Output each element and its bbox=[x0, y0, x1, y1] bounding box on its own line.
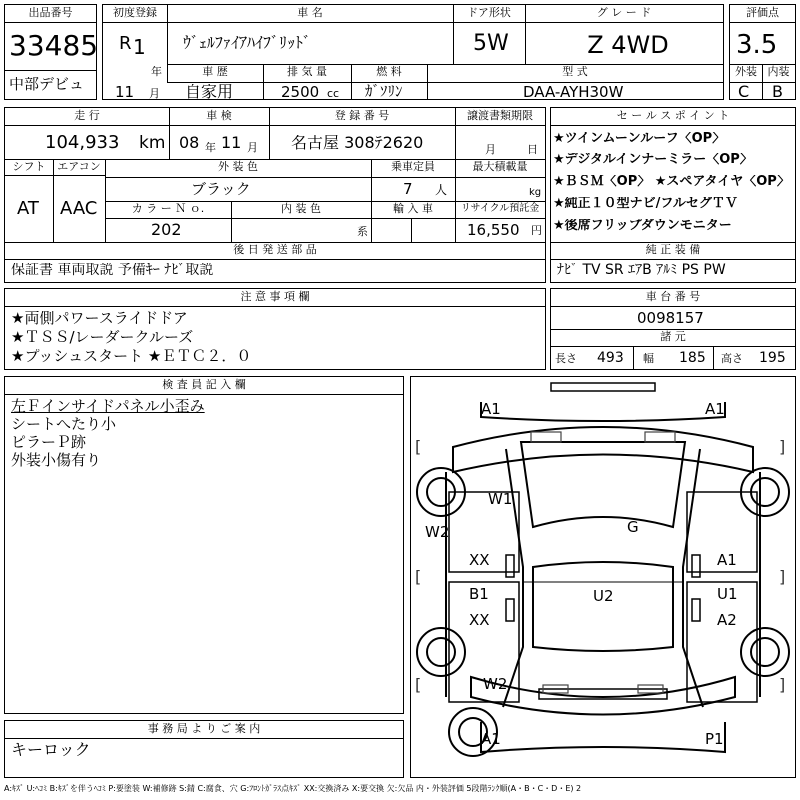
aircon-header: エアコン bbox=[57, 160, 101, 173]
model-header: 型 式 bbox=[562, 65, 588, 78]
caution-2: ★ＴＳＳ/レーダークルーズ bbox=[11, 330, 194, 345]
color-no-header: カ ラ ー Ｎ ｏ. bbox=[131, 202, 205, 215]
fuel-header: 燃 料 bbox=[376, 65, 402, 78]
interior-score: B bbox=[772, 84, 783, 100]
lot-box bbox=[4, 4, 97, 100]
model-code: DAA-AYH30W bbox=[523, 85, 624, 100]
damage-label-u2: U2 bbox=[593, 587, 614, 605]
debut-label: 中部デビュ bbox=[9, 77, 85, 92]
interior-score-header: 内装 bbox=[767, 65, 790, 78]
registration-year: 1 bbox=[133, 37, 146, 57]
mileage-unit: km bbox=[139, 135, 166, 152]
damage-label-a2: A2 bbox=[717, 611, 737, 629]
caution-1: ★両側パワースライドドア bbox=[11, 311, 188, 326]
max-load-header: 最大積載量 bbox=[472, 160, 528, 173]
lot-header: 出品番号 bbox=[28, 6, 73, 19]
spec-header: 諸 元 bbox=[660, 330, 686, 343]
inspector-line-3: ピラーＰ跡 bbox=[11, 433, 87, 451]
caution-box bbox=[4, 288, 546, 370]
equipment: ﾅﾋﾞ TV SR ｴｱB ｱﾙﾐ PS PW bbox=[557, 263, 726, 277]
score-value: 3.5 bbox=[736, 32, 778, 58]
top-info-grid bbox=[102, 4, 724, 100]
exterior-score: C bbox=[738, 84, 750, 100]
aircon-value: AAC bbox=[60, 200, 98, 218]
inspection-year-unit: 年 bbox=[205, 142, 216, 153]
chassis-box bbox=[550, 288, 796, 370]
damage-label-front-right: A1 bbox=[705, 400, 725, 418]
capacity-value: 7 bbox=[403, 182, 413, 197]
sales-point-2: ★デジタルインナーミラー〈OP〉 bbox=[553, 153, 753, 166]
score-box bbox=[729, 4, 796, 100]
fuel: ｶﾞｿﾘﾝ bbox=[365, 84, 403, 99]
inspector-box bbox=[4, 376, 404, 714]
displacement: 2500 bbox=[281, 85, 320, 100]
caution-header: 注 意 事 項 欄 bbox=[240, 290, 310, 303]
later-parts: 保証書 車両取説 予備ｷｰ ﾅﾋﾞ取説 bbox=[11, 263, 214, 277]
plate-header: 登 録 番 号 bbox=[334, 109, 390, 122]
color-no: 202 bbox=[151, 222, 182, 238]
shift-header: シフト bbox=[12, 160, 46, 173]
damage-label-front-left: A1 bbox=[481, 400, 501, 418]
transfer-doc-header: 譲渡書類期限 bbox=[467, 109, 533, 122]
interior-color-unit: 系 bbox=[357, 226, 368, 237]
later-parts-header: 後 日 発 送 部 品 bbox=[233, 243, 317, 256]
transfer-day-unit: 日 bbox=[527, 144, 538, 155]
interior-color-header: 内 装 色 bbox=[281, 202, 321, 215]
mileage-value: 104,933 bbox=[45, 134, 120, 152]
sales-point-4: ★純正１０型ナビ/フルセグＴＶ bbox=[553, 197, 738, 210]
registration-header: 初度登録 bbox=[113, 6, 157, 19]
inspection-year: 08 bbox=[179, 135, 200, 151]
inspection-header: 車 検 bbox=[206, 109, 232, 122]
inspector-line-1: 左Ｆインサイドパネル小歪み bbox=[11, 397, 205, 415]
office-box bbox=[4, 720, 404, 778]
displacement-header: 排 気 量 bbox=[287, 65, 327, 78]
inspector-line-4: 外装小傷有り bbox=[11, 451, 102, 469]
history-header: 車 歴 bbox=[202, 65, 228, 78]
chassis-number: 0098157 bbox=[637, 311, 704, 326]
exterior-color-header: 外 装 色 bbox=[218, 160, 258, 173]
inspector-line-2: シートへたり小 bbox=[11, 415, 117, 433]
equipment-header: 純 正 装 備 bbox=[645, 243, 701, 256]
damage-label-a1-right: A1 bbox=[717, 551, 737, 569]
legend: A:ｷｽﾞ U:ﾍｺﾐ B:ｷｽﾞを伴うﾍｺﾐ P:要塗装 W:補修跡 S:錆 C:腐食、穴 G:ﾌﾛﾝﾄｶﾞﾗｽ点ｷｽﾞ XX:交換済み X:要交換 欠:欠品 内・外装評価 5段階ﾗﾝｸ順(A・B・C・D・E) 2 bbox=[4, 784, 582, 793]
max-load-unit: kg bbox=[529, 188, 542, 198]
registration-month-unit: 月 bbox=[149, 88, 160, 99]
damage-label-rear-left: A1 bbox=[481, 730, 501, 748]
sales-points-box bbox=[550, 107, 796, 283]
office-header: 事 務 局 よ り ご 案 内 bbox=[147, 722, 261, 735]
sales-point-5: ★後席フリップダウンモニター bbox=[553, 219, 732, 232]
chassis-header: 車 台 番 号 bbox=[645, 290, 701, 303]
recycle-value: 16,550 bbox=[467, 223, 520, 238]
damage-label-g: G bbox=[627, 518, 639, 536]
height-label: 高さ bbox=[721, 353, 743, 364]
damage-label-u1: U1 bbox=[717, 585, 738, 603]
length-label: 長さ bbox=[555, 353, 577, 364]
inspector-header: 検 査 員 記 入 欄 bbox=[162, 378, 246, 391]
import-header: 輸 入 車 bbox=[393, 202, 433, 215]
registration-era: R bbox=[119, 35, 132, 53]
sales-point-3: ★ＢＳＭ〈OP〉 ★スペアタイヤ〈OP〉 bbox=[553, 175, 790, 188]
door-header: ドア形状 bbox=[467, 6, 511, 19]
damage-label-xx-2: XX bbox=[469, 611, 490, 629]
recycle-header: リサイクル預託金 bbox=[460, 203, 540, 214]
grade-header: グ レ ー ド bbox=[596, 6, 652, 19]
car-outline bbox=[411, 377, 795, 777]
sales-points-header: セ ー ル ス ポ イ ン ト bbox=[616, 109, 730, 122]
vehicle-name-header: 車 名 bbox=[297, 6, 323, 19]
shift-value: AT bbox=[17, 200, 39, 218]
exterior-color: ブラック bbox=[191, 182, 251, 197]
width-value: 185 bbox=[679, 351, 706, 365]
damage-label-rear-right: P1 bbox=[705, 730, 724, 748]
history: 自家用 bbox=[185, 84, 234, 100]
details-grid bbox=[4, 107, 546, 283]
exterior-score-header: 外装 bbox=[735, 65, 757, 78]
score-header: 評価点 bbox=[746, 6, 779, 19]
car-damage-diagram: [ ] [ ] [ ] A1 A1 W1 W2 G XX A1 B1 U2 U1 XX A2 W2 A1 P1 bbox=[410, 376, 796, 778]
damage-label-w1: W1 bbox=[488, 490, 513, 508]
plate-number: 名古屋 308ﾃ2620 bbox=[291, 135, 424, 151]
caution-3: ★プッシュスタート ★ＥＴＣ２．０ bbox=[11, 349, 252, 364]
registration-year-unit: 年 bbox=[151, 66, 162, 77]
damage-label-xx-1: XX bbox=[469, 551, 490, 569]
displacement-unit: cc bbox=[327, 88, 340, 99]
lot-number: 33485 bbox=[9, 32, 99, 60]
transfer-month-unit: 月 bbox=[485, 144, 496, 155]
recycle-unit: 円 bbox=[531, 225, 542, 236]
door-type: 5W bbox=[473, 33, 509, 55]
damage-label-b1: B1 bbox=[469, 585, 489, 603]
sales-point-1: ★ツインムーンルーフ〈OP〉 bbox=[553, 132, 726, 145]
inspection-month-unit: 月 bbox=[247, 142, 258, 153]
capacity-unit: 人 bbox=[435, 184, 448, 196]
damage-label-w2-rear: W2 bbox=[483, 675, 508, 693]
width-label: 幅 bbox=[643, 353, 654, 364]
height-value: 195 bbox=[759, 351, 786, 365]
office-note: キーロック bbox=[11, 741, 91, 759]
grade: Z 4WD bbox=[587, 33, 669, 57]
registration-month: 11 bbox=[115, 85, 135, 100]
capacity-header: 乗車定員 bbox=[391, 160, 435, 173]
inspection-month: 11 bbox=[221, 135, 242, 151]
mileage-header: 走 行 bbox=[74, 109, 100, 122]
vehicle-name: ｳﾞｪﾙﾌｧｲｱﾊｲﾌﾞﾘｯﾄﾞ bbox=[183, 35, 312, 51]
length-value: 493 bbox=[597, 351, 624, 365]
damage-label-w2-left: W2 bbox=[425, 523, 450, 541]
